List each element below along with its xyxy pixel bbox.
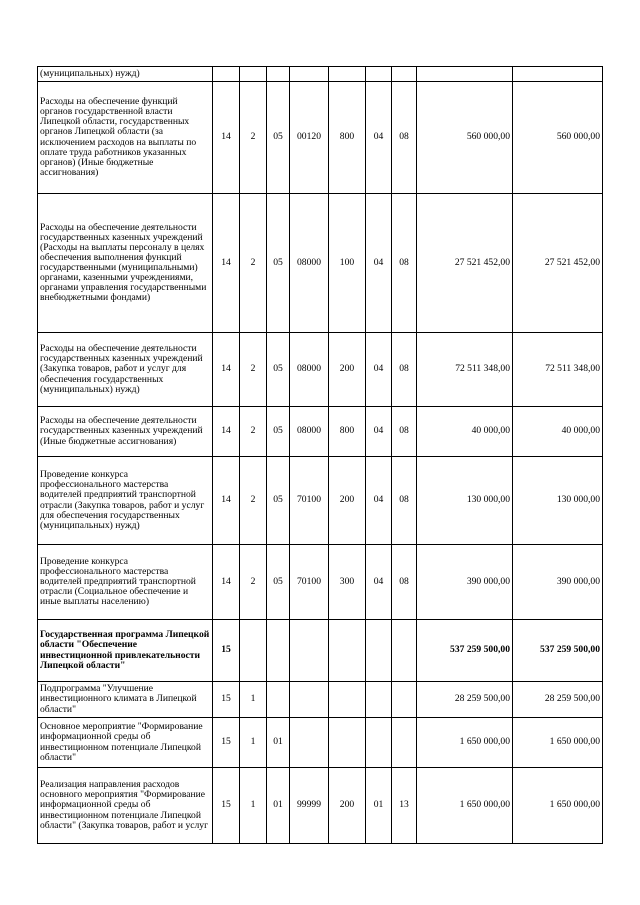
expense-name-cell: (муниципальных) нужд) — [38, 67, 213, 82]
expense-direction-code-cell — [290, 67, 329, 82]
amount-cell-1: 1 650 000,00 — [417, 768, 513, 844]
expense-name-cell: Расходы на обеспечение деятельности государственных казенных учреждений (Иные бюджетные ассигнования) — [38, 407, 213, 457]
table-row — [38, 194, 603, 333]
expense-direction-code-cell — [290, 620, 329, 682]
table-row — [38, 407, 603, 457]
subsection-code-cell — [392, 718, 417, 768]
main-activity-code-cell — [267, 682, 290, 718]
subprogram-code-cell — [240, 67, 267, 82]
expense-type-code-cell: 100 — [329, 194, 366, 333]
expense-type-code-cell: 800 — [329, 82, 366, 194]
program-code-cell: 14 — [213, 333, 240, 407]
main-activity-code-cell: 05 — [267, 407, 290, 457]
expense-name-cell: Расходы на обеспечение деятельности государственных казенных учреждений (Расходы на выплаты персоналу в целях обеспечения выполнения функций государственными (муниципальными) органами, казенными учреждениями, органами управления государственными внебюджетными фондами) — [38, 194, 213, 333]
amount-cell-2: 27 521 452,00 — [513, 194, 603, 333]
amount-cell-2: 40 000,00 — [513, 407, 603, 457]
subsection-code-cell: 08 — [392, 457, 417, 545]
table-row — [38, 682, 603, 718]
expense-direction-code-cell — [290, 718, 329, 768]
expense-type-code-cell — [329, 620, 366, 682]
main-activity-code-cell: 01 — [267, 718, 290, 768]
subprogram-code-cell: 2 — [240, 457, 267, 545]
subsection-code-cell — [392, 620, 417, 682]
section-code-cell: 01 — [366, 768, 392, 844]
program-code-cell: 15 — [213, 718, 240, 768]
amount-cell-2: 1 650 000,00 — [513, 768, 603, 844]
table-row — [38, 545, 603, 620]
expense-direction-code-cell: 00120 — [290, 82, 329, 194]
expense-direction-code-cell — [290, 682, 329, 718]
expense-name-cell: Расходы на обеспечение деятельности государственных казенных учреждений (Закупка товаров, работ и услуг для обеспечения государственных (муниципальных) нужд) — [38, 333, 213, 407]
expense-name-cell: Расходы на обеспечение функций органов государственной власти Липецкой области, государственных органов Липецкой области (за исключением расходов на выплаты по оплате труда работников указанных органов) (Иные бюджетные ассигнования) — [38, 82, 213, 194]
amount-cell-1: 72 511 348,00 — [417, 333, 513, 407]
main-activity-code-cell: 05 — [267, 82, 290, 194]
amount-cell-1: 560 000,00 — [417, 82, 513, 194]
table-row — [38, 67, 603, 82]
expense-name-cell: Подпрограмма "Улучшение инвестиционного климата в Липецкой области" — [38, 682, 213, 718]
main-activity-code-cell — [267, 620, 290, 682]
expense-direction-code-cell: 99999 — [290, 768, 329, 844]
section-code-cell: 04 — [366, 194, 392, 333]
section-code-cell: 04 — [366, 545, 392, 620]
subprogram-code-cell: 1 — [240, 768, 267, 844]
program-code-cell: 15 — [213, 682, 240, 718]
expense-type-code-cell: 200 — [329, 768, 366, 844]
subprogram-code-cell — [240, 620, 267, 682]
main-activity-code-cell: 05 — [267, 457, 290, 545]
subprogram-code-cell: 2 — [240, 407, 267, 457]
section-code-cell — [366, 620, 392, 682]
expense-direction-code-cell: 08000 — [290, 407, 329, 457]
budget-table — [37, 66, 603, 844]
amount-cell-2: 390 000,00 — [513, 545, 603, 620]
amount-cell-2: 537 259 500,00 — [513, 620, 603, 682]
expense-direction-code-cell: 08000 — [290, 333, 329, 407]
expense-name-cell: Проведение конкурса профессионального мастерства водителей предприятий транспортной отрасли (Социальное обеспечение и иные выплаты населению) — [38, 545, 213, 620]
main-activity-code-cell: 05 — [267, 333, 290, 407]
table-row — [38, 457, 603, 545]
amount-cell-1: 28 259 500,00 — [417, 682, 513, 718]
section-code-cell: 04 — [366, 333, 392, 407]
subsection-code-cell: 08 — [392, 545, 417, 620]
amount-cell-1: 40 000,00 — [417, 407, 513, 457]
expense-direction-code-cell: 70100 — [290, 457, 329, 545]
program-code-cell: 14 — [213, 82, 240, 194]
section-code-cell: 04 — [366, 82, 392, 194]
expense-type-code-cell: 300 — [329, 545, 366, 620]
expense-direction-code-cell: 08000 — [290, 194, 329, 333]
subsection-code-cell: 08 — [392, 82, 417, 194]
program-code-cell: 14 — [213, 545, 240, 620]
expense-type-code-cell — [329, 718, 366, 768]
amount-cell-2: 560 000,00 — [513, 82, 603, 194]
expense-type-code-cell — [329, 682, 366, 718]
expense-type-code-cell: 200 — [329, 333, 366, 407]
amount-cell-2 — [513, 67, 603, 82]
subprogram-code-cell: 2 — [240, 545, 267, 620]
program-code-cell: 14 — [213, 194, 240, 333]
subsection-code-cell: 08 — [392, 333, 417, 407]
subprogram-code-cell: 2 — [240, 333, 267, 407]
program-code-cell: 15 — [213, 768, 240, 844]
expense-name-cell: Проведение конкурса профессионального мастерства водителей предприятий транспортной отрасли (Закупка товаров, работ и услуг для обеспечения государственных (муниципальных) нужд) — [38, 457, 213, 545]
expense-type-code-cell: 200 — [329, 457, 366, 545]
subsection-code-cell: 08 — [392, 194, 417, 333]
section-code-cell: 04 — [366, 407, 392, 457]
table-row — [38, 718, 603, 768]
program-code-cell: 14 — [213, 407, 240, 457]
amount-cell-2: 28 259 500,00 — [513, 682, 603, 718]
program-code-cell: 15 — [213, 620, 240, 682]
section-code-cell: 04 — [366, 457, 392, 545]
program-code-cell — [213, 67, 240, 82]
expense-name-cell: Государственная программа Липецкой области "Обеспечение инвестиционной привлекательности Липецкой области" — [38, 620, 213, 682]
expense-type-code-cell — [329, 67, 366, 82]
amount-cell-1: 390 000,00 — [417, 545, 513, 620]
table-row — [38, 333, 603, 407]
amount-cell-1 — [417, 67, 513, 82]
main-activity-code-cell: 05 — [267, 545, 290, 620]
amount-cell-2: 1 650 000,00 — [513, 718, 603, 768]
main-activity-code-cell — [267, 67, 290, 82]
subprogram-code-cell: 1 — [240, 718, 267, 768]
subsection-code-cell: 13 — [392, 768, 417, 844]
expense-name-cell: Основное мероприятие "Формирование информационной среды об инвестиционном потенциале Липецкой области" — [38, 718, 213, 768]
subsection-code-cell: 08 — [392, 407, 417, 457]
section-code-cell — [366, 682, 392, 718]
expense-name-cell: Реализация направления расходов основного мероприятия "Формирование информационной среды об инвестиционном потенциале Липецкой области" (Закупка товаров, работ и услуг — [38, 768, 213, 844]
main-activity-code-cell: 05 — [267, 194, 290, 333]
table-row — [38, 768, 603, 844]
section-code-cell — [366, 718, 392, 768]
amount-cell-2: 72 511 348,00 — [513, 333, 603, 407]
main-activity-code-cell: 01 — [267, 768, 290, 844]
program-code-cell: 14 — [213, 457, 240, 545]
amount-cell-1: 1 650 000,00 — [417, 718, 513, 768]
amount-cell-2: 130 000,00 — [513, 457, 603, 545]
amount-cell-1: 130 000,00 — [417, 457, 513, 545]
subsection-code-cell — [392, 67, 417, 82]
table-row — [38, 82, 603, 194]
expense-direction-code-cell: 70100 — [290, 545, 329, 620]
subprogram-code-cell: 2 — [240, 82, 267, 194]
subprogram-code-cell: 2 — [240, 194, 267, 333]
budget-table-body — [38, 67, 603, 844]
table-row — [38, 620, 603, 682]
amount-cell-1: 537 259 500,00 — [417, 620, 513, 682]
expense-type-code-cell: 800 — [329, 407, 366, 457]
section-code-cell — [366, 67, 392, 82]
subprogram-code-cell: 1 — [240, 682, 267, 718]
subsection-code-cell — [392, 682, 417, 718]
amount-cell-1: 27 521 452,00 — [417, 194, 513, 333]
